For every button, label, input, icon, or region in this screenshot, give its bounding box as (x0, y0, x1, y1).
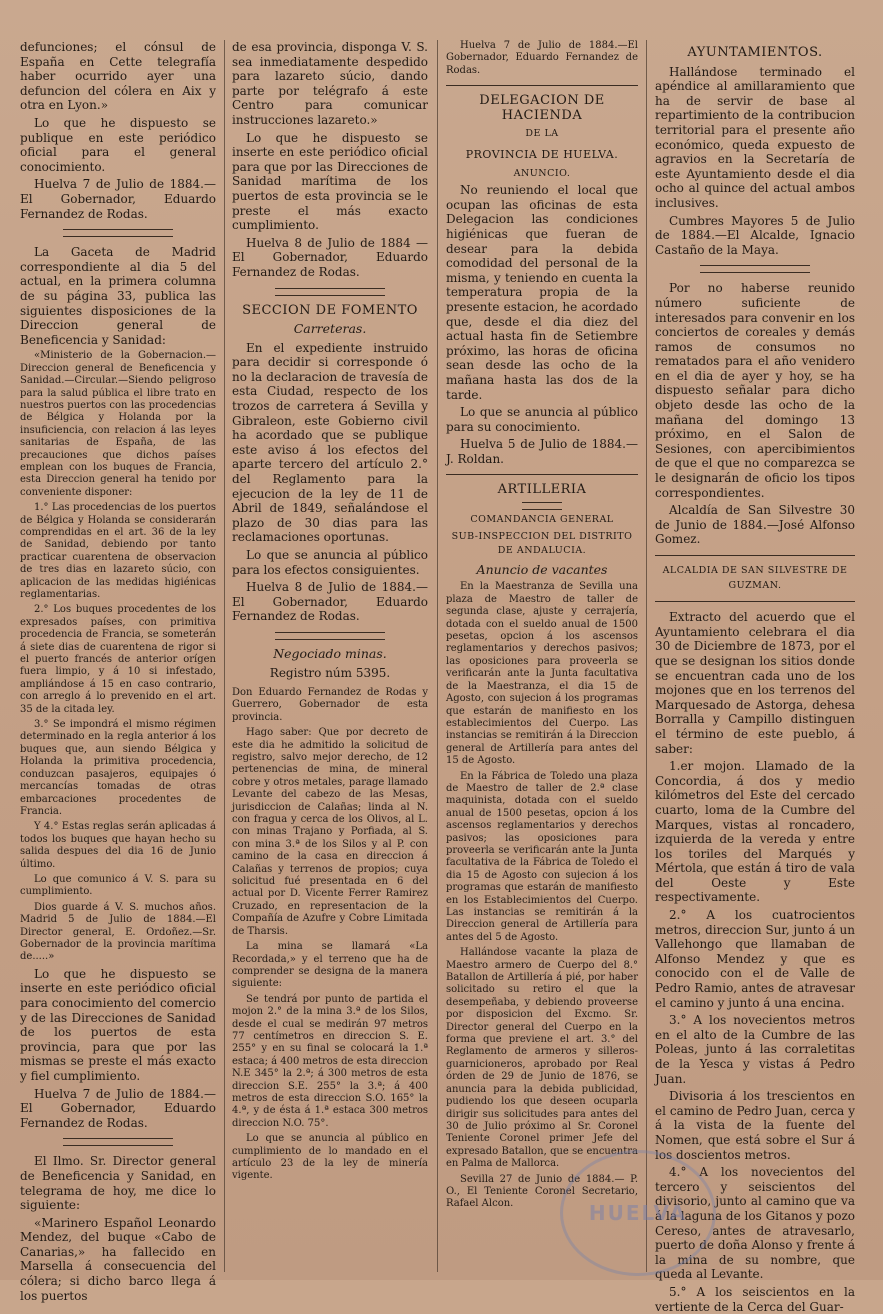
paragraph: Lo que se anuncia al público para su conocimiento. (446, 405, 638, 434)
paragraph: Lo que he dispuesto se publique en este periódico oficial para el general conocimiento. (20, 115, 216, 174)
section-rule (446, 474, 638, 475)
library-stamp (560, 1150, 716, 1276)
paragraph: El Ilmo. Sr. Director general de Beneficencia y Sanidad, en telegrama de hoy, me dice lo siguiente: (20, 1154, 216, 1213)
section-subheading: Carreteras. (293, 321, 367, 337)
section-heading: AYUNTAMIENTOS. (687, 45, 823, 60)
paragraph: Lo que he dispuesto se inserte en este periódico oficial para conocimiento del comercio y de las Direcciones de Sanidad de los puertos de esta provincia, para que por las mismas se preste el más exacto y fiel cumplimiento. (20, 966, 216, 1083)
paragraph: defunciones; el cónsul de España en Cette telegrafía haber ocurrido ayer una defuncion del cólera en Aix y otra en Lyon.» (20, 40, 216, 113)
paragraph: En la Fábrica de Toledo una plaza de Maestro de taller de 2.ª clase maquinista, dotada con el sueldo anual de 1500 pesetas, opcion á los ascensos reglamentarios y derechos pasivos; las oposiciones para proveerla se verificarán ante la Junta facultativa de la Fábrica de Toledo el dia 15 de Agosto con sujecion á los programas que estarán de manifiesto en los Establecimientos del Cuerpo. Las instancias se remitirán á la Direccion general de Artillería para antes del 5 de Agosto. (446, 770, 638, 943)
paragraph: 4.° A los novecientos del tercero y seiscientos del divisorio, junto al camino que va á la laguna de los Gitanos y pozo Cereso, antes de atravesarlo, puerto de doña Alonso y frente á la mina de su nombre, que queda al Levante. (655, 1165, 855, 1282)
column-3 (446, 40, 638, 1270)
paragraph: Hago saber: Que por decreto de este dia he admitido la solicitud de registro, salvo mejor derecho, de 12 pertenencias de mina, de mineral cobre y otros metales, parage llamado Levante del cabezo de las Mesas, jurisdiccion de Calañas; linda al N. con fragua y cerca de los Olivos, al L. con minas Trajano y Porfiada, al S. con mina 3.ª de los Silos y al P. con camino de la casa en direccion á Calañas y terrenos de propios; cuya solicitud fué presentada en 6 del actual por D. Vicente Ferrer Ramirez Cruzado, en representacion de la Compañía de Azufre y Cobre Limitada de Tharsis. (232, 727, 428, 937)
section-separator (275, 288, 385, 296)
section-title: Anuncio de vacantes (476, 561, 608, 577)
paragraph: Lo que se anuncia al público para los efectos consiguientes. (232, 548, 428, 577)
paragraph: Lo que he dispuesto se inserte en este periódico oficial para que por las Direcciones de Sanidad marítima de los puertos de esta provincia se le preste el más exacto cumplimiento. (232, 130, 428, 233)
section-heading: DELEGACION DE HACIENDA (479, 93, 605, 123)
column-1 (20, 40, 216, 1303)
section-separator (63, 229, 173, 237)
paragraph: Y 4.° Estas reglas serán aplicadas á todos los buques que hayan hecho su salida despues del dia 16 de Junio último. (20, 821, 216, 870)
paragraph: Dios guarde á V. S. muchos años. Madrid 5 de Julio de 1884.—El Director general, E. Ordoñez.—Sr. Gobernador de la provincia marítima de.....» (20, 901, 216, 963)
paragraph: de esa provincia, disponga V. S. sea inmediatamente despedido para lazareto súcio, dando parte por telégrafo á este Centro para comunicar instrucciones lazareto.» (232, 40, 428, 127)
paragraph: 1.° Las procedencias de los puertos de Bélgica y Holanda se considerarán comprendidas en el art. 36 de la ley de Sanidad, debiendo por tanto practicar cuarentena de observacion de tres dias en lazareto súcio, con aplicacion de las medidas higiénicas reglamentarias. (20, 502, 216, 600)
paragraph: La mina se llamará «La Recordada,» y el terreno que ha de comprender se designa de la manera siguiente: (232, 941, 428, 990)
paragraph: La Gaceta de Madrid correspondiente al dia 5 del actual, en la primera columna de su página 33, publica las siguientes disposiciones de la Direccion general de Beneficencia y Sanidad: (20, 245, 216, 347)
section-rule (655, 555, 855, 556)
signature: Huelva 7 de Julio de 1884.— El Gobernador, Eduardo Fernandez de Rodas. (20, 1086, 216, 1130)
column-2 (232, 40, 428, 1270)
column-divider (646, 40, 647, 1272)
paragraph: 3.° Se impondrá el mismo régimen determinado en la regla anterior á los buques que, aun siendo Bélgica y Holanda la primitiva procedencia, conduzcan pasajeros, equipajes ó mercancías tomadas de otras embarcaciones procedentes de Francia. (20, 719, 216, 817)
section-heading-connector: DE LA (525, 128, 559, 140)
notice-label: ANUNCIO. (513, 167, 571, 179)
paragraph: Por no haberse reunido número suficiente de interesados para convenir en los conciertos de coreales y demás ramos de consumos no rematados para el año venidero en el dia de ayer y hoy, se ha dispuesto señalar para dicho objeto desde las ocho de la mañana del domingo 13 próximo, en el Salon de Sesiones, con apercibimientos de que el que no comparezca se le designarán de oficio los tipos correspondientes. (655, 281, 855, 500)
signature: Huelva 7 de Julio de 1884.—El Gobernador, Eduardo Fernandez de Rodas. (446, 40, 638, 76)
section-separator (700, 265, 810, 273)
paragraph: No reuniendo el local que ocupan las oficinas de esta Delegacion las condiciones higiénicas que fueran de desear para la debida comodidad del personal de la misma, y teniendo en cuenta la temperatura propia de la presente estacion, he acordado que, desde el dia diez del actual hasta fin de Setiembre próximo, las horas de oficina sean desde las ocho de la mañana hasta las dos de la tarde. (446, 183, 638, 402)
section-separator (275, 632, 385, 640)
paragraph: Divisoria á los trescientos en el camino de Pedro Juan, cerca y á la vista de la fuente del Nomen, que está sobre el Sur á los doscientos metros. (655, 1089, 855, 1162)
column-divider (437, 40, 438, 1272)
section-heading: SECCION DE FOMENTO (242, 302, 418, 318)
signature: Huelva 8 de Julio de 1884 — El Gobernador, Eduardo Fernandez de Rodas. (232, 235, 428, 279)
section-subheading: Negociado minas. (273, 645, 387, 661)
section-rule (655, 601, 855, 602)
signature: Alcaldía de San Silvestre 30 de Junio de 1884.—José Alfonso Gomez. (655, 503, 855, 547)
section-heading: ARTILLERIA (497, 482, 587, 498)
section-subheading: ALCALDIA DE SAN SILVESTRE DE GUZMAN. (662, 565, 848, 591)
registry-number: Registro núm 5395. (269, 666, 391, 681)
paragraph: 2.° Los buques procedentes de los expresados países, con primitiva procedencia de Francia, se someterán á siete dias de cuarentena de rigor si el puerto francés de anterior orígen fuera limpio, y á 10 si infestado, ampliándose á 15 en caso contrario, con arreglo á lo prevenido en el art. 35 de la citada ley. (20, 604, 216, 715)
signature: Sevilla 27 de Junio de 1884.— P. O., El Teniente Coronel Secretario, Rafael Alcon. (446, 1173, 638, 1210)
paragraph: 2.° A los cuatrocientos metros, direccion Sur, junto á un Vallehongo que llamaban de Alfonso Mendez y que es conocido con el de Valle de Pedro Ramio, antes de atravesar el camino y junto á una encina. (655, 908, 855, 1010)
paragraph: 3.° A los novecientos metros en el alto de la Cumbre de las Poleas, junto á las corraletitas de la Yesca y vistas á Pedro Juan. (655, 1013, 855, 1086)
paragraph: Hallándose vacante la plaza de Maestro armero de Cuerpo del 8.° Batallon de Artillería á pié, por haber solicitado su retiro el que la desempeñaba, y debiendo proveerse por disposicion del Excmo. Sr. Director general del Cuerpo en la forma que previene el art. 3.° del Reglamento de armeros y silleros-guarnicioneros, aprobado por Real órden de 29 de Junio de 1876, se anuncia para la debida publicidad, pudiendo los que deseen ocuparla dirigir sus solicitudes para antes del 30 de Julio próximo al Sr. Coronel Teniente Coronel primer Jefe del expresado Batallon, que se encuentra en Palma de Mallorca. (446, 947, 638, 1170)
section-subheading: COMANDANCIA GENERAL (470, 514, 614, 526)
paragraph: 5.° A los seiscientos en la vertiente de la Cerca del Guar- (655, 1284, 855, 1314)
section-rule (446, 85, 638, 86)
paragraph: Hallándose terminado el apéndice al amillaramiento que ha de servir de base al repartimiento de la contribucion territorial para el presente año económico, queda expuesto de agravios en la Secretaría de este Ayuntamiento desde el dia ocho al quince del actual ambos inclusives. (655, 64, 855, 210)
paragraph: Se tendrá por punto de partida el mojon 2.° de la mina 3.ª de los Silos, desde el cual se medirán 97 metros 77 centímetros en direccion S. E. 255° y en su final se colocará la 1.ª estaca; á 400 metros de esta direccion N.E 345° la 2.ª; á 300 metros de esta direccion S.E. 255° la 3.ª; á 400 metros de esta direccion S.O. 165° la 4.ª, y de ésta á 1.ª estaca 300 metros direccion N.O. 75°. (232, 993, 428, 1129)
paragraph: Lo que comunico á V. S. para su cumplimiento. (20, 873, 216, 898)
section-separator (522, 502, 562, 510)
signature: Huelva 8 de Julio de 1884.— El Gobernador, Eduardo Fernandez de Rodas. (232, 580, 428, 624)
paragraph: «Marinero Español Leonardo Mendez, del buque «Cabo de Canarias,» ha fallecido en Marsella á consecuencia del cólera; si dicho barco llega á los puertos (20, 1215, 216, 1303)
paragraph: Don Eduardo Fernandez de Rodas y Guerrero, Gobernador de esta provincia. (232, 686, 428, 723)
paragraph: En el expediente instruido para decidir si corresponde ó no la declaracion de travesía de esta Ciudad, respecto de los trozos de carretera á Sevilla y Gibraleon, este Gobierno civil ha acordado que se publique este aviso á los efectos del aparte tercero del artículo 2.° del Reglamento para la ejecucion de la ley de 11 de Abril de 1849, señalándose el plazo de 30 dias para las reclamaciones oportunas. (232, 340, 428, 545)
column-4 (655, 40, 855, 1314)
signature: Huelva 7 de Julio de 1884.— El Gobernador, Eduardo Fernandez de Rodas. (20, 177, 216, 221)
section-heading-province: PROVINCIA DE HUELVA. (465, 148, 619, 161)
column-divider (224, 40, 225, 1272)
paragraph: En la Maestranza de Sevilla una plaza de Maestro de taller de segunda clase, ajuste y cerrajería, dotada con el sueldo anual de 1500 pesetas, opcion á los ascensos reglamentarios y derechos pasivos; las oposiciones para proveerla se verificarán ante la Junta facultativa de la Maestranza, el dia 15 de Agosto, con sujecion á los programas que estarán de manifiesto en los establecimientos del Cuerpo. Las instancias se remitirán á la Direccion general de Artillería para antes del 15 de Agosto. (446, 581, 638, 767)
stamp-text: HUELVA (588, 1201, 688, 1225)
signature: Cumbres Mayores 5 de Julio de 1884.—El Alcalde, Ignacio Castaño de la Maya. (655, 213, 855, 257)
section-separator (63, 1138, 173, 1146)
signature: Huelva 5 de Julio de 1884.— J. Roldan. (446, 437, 638, 466)
paragraph: Lo que se anuncia al público en cumplimiento de lo mandado en el artículo 23 de la ley de minería vigente. (232, 1133, 428, 1182)
paragraph: Extracto del acuerdo que el Ayuntamiento celebrara el dia 30 de Diciembre de 1873, por el que se designan los sitios donde se encuentran cada uno de los mojones que en los terrenos del Marquesado de Astorga, dehesa Borralla y Campillo distinguen el término de este pueblo, á saber: (655, 610, 855, 756)
paragraph: 1.er mojon. Llamado de la Concordia, á dos y medio kilómetros del Este del cercado cuarto, loma de la Cumbre del Marques, vistas al roncadero, izquierda de la vereda y entre los toriles del Marqués y Mértola, que están á tiro de vala del Oeste y Este respectivamente. (655, 759, 855, 905)
section-subheading: SUB-INSPECCION DEL DISTRITO DE ANDALUCIA. (451, 530, 633, 557)
paragraph: «Ministerio de la Gobernacion.—Direccion general de Beneficencia y Sanidad.—Circular.—Siendo peligroso para la salud pública el libre trato en nuestros puertos con las procedencias de Bélgica y Holanda por la insuficiencia, con relacion á las leyes sanitarias de España, de las precauciones que dichos países emplean con los buques de Francia, esta Direccion general ha tenido por conveniente disponer: (20, 350, 216, 498)
